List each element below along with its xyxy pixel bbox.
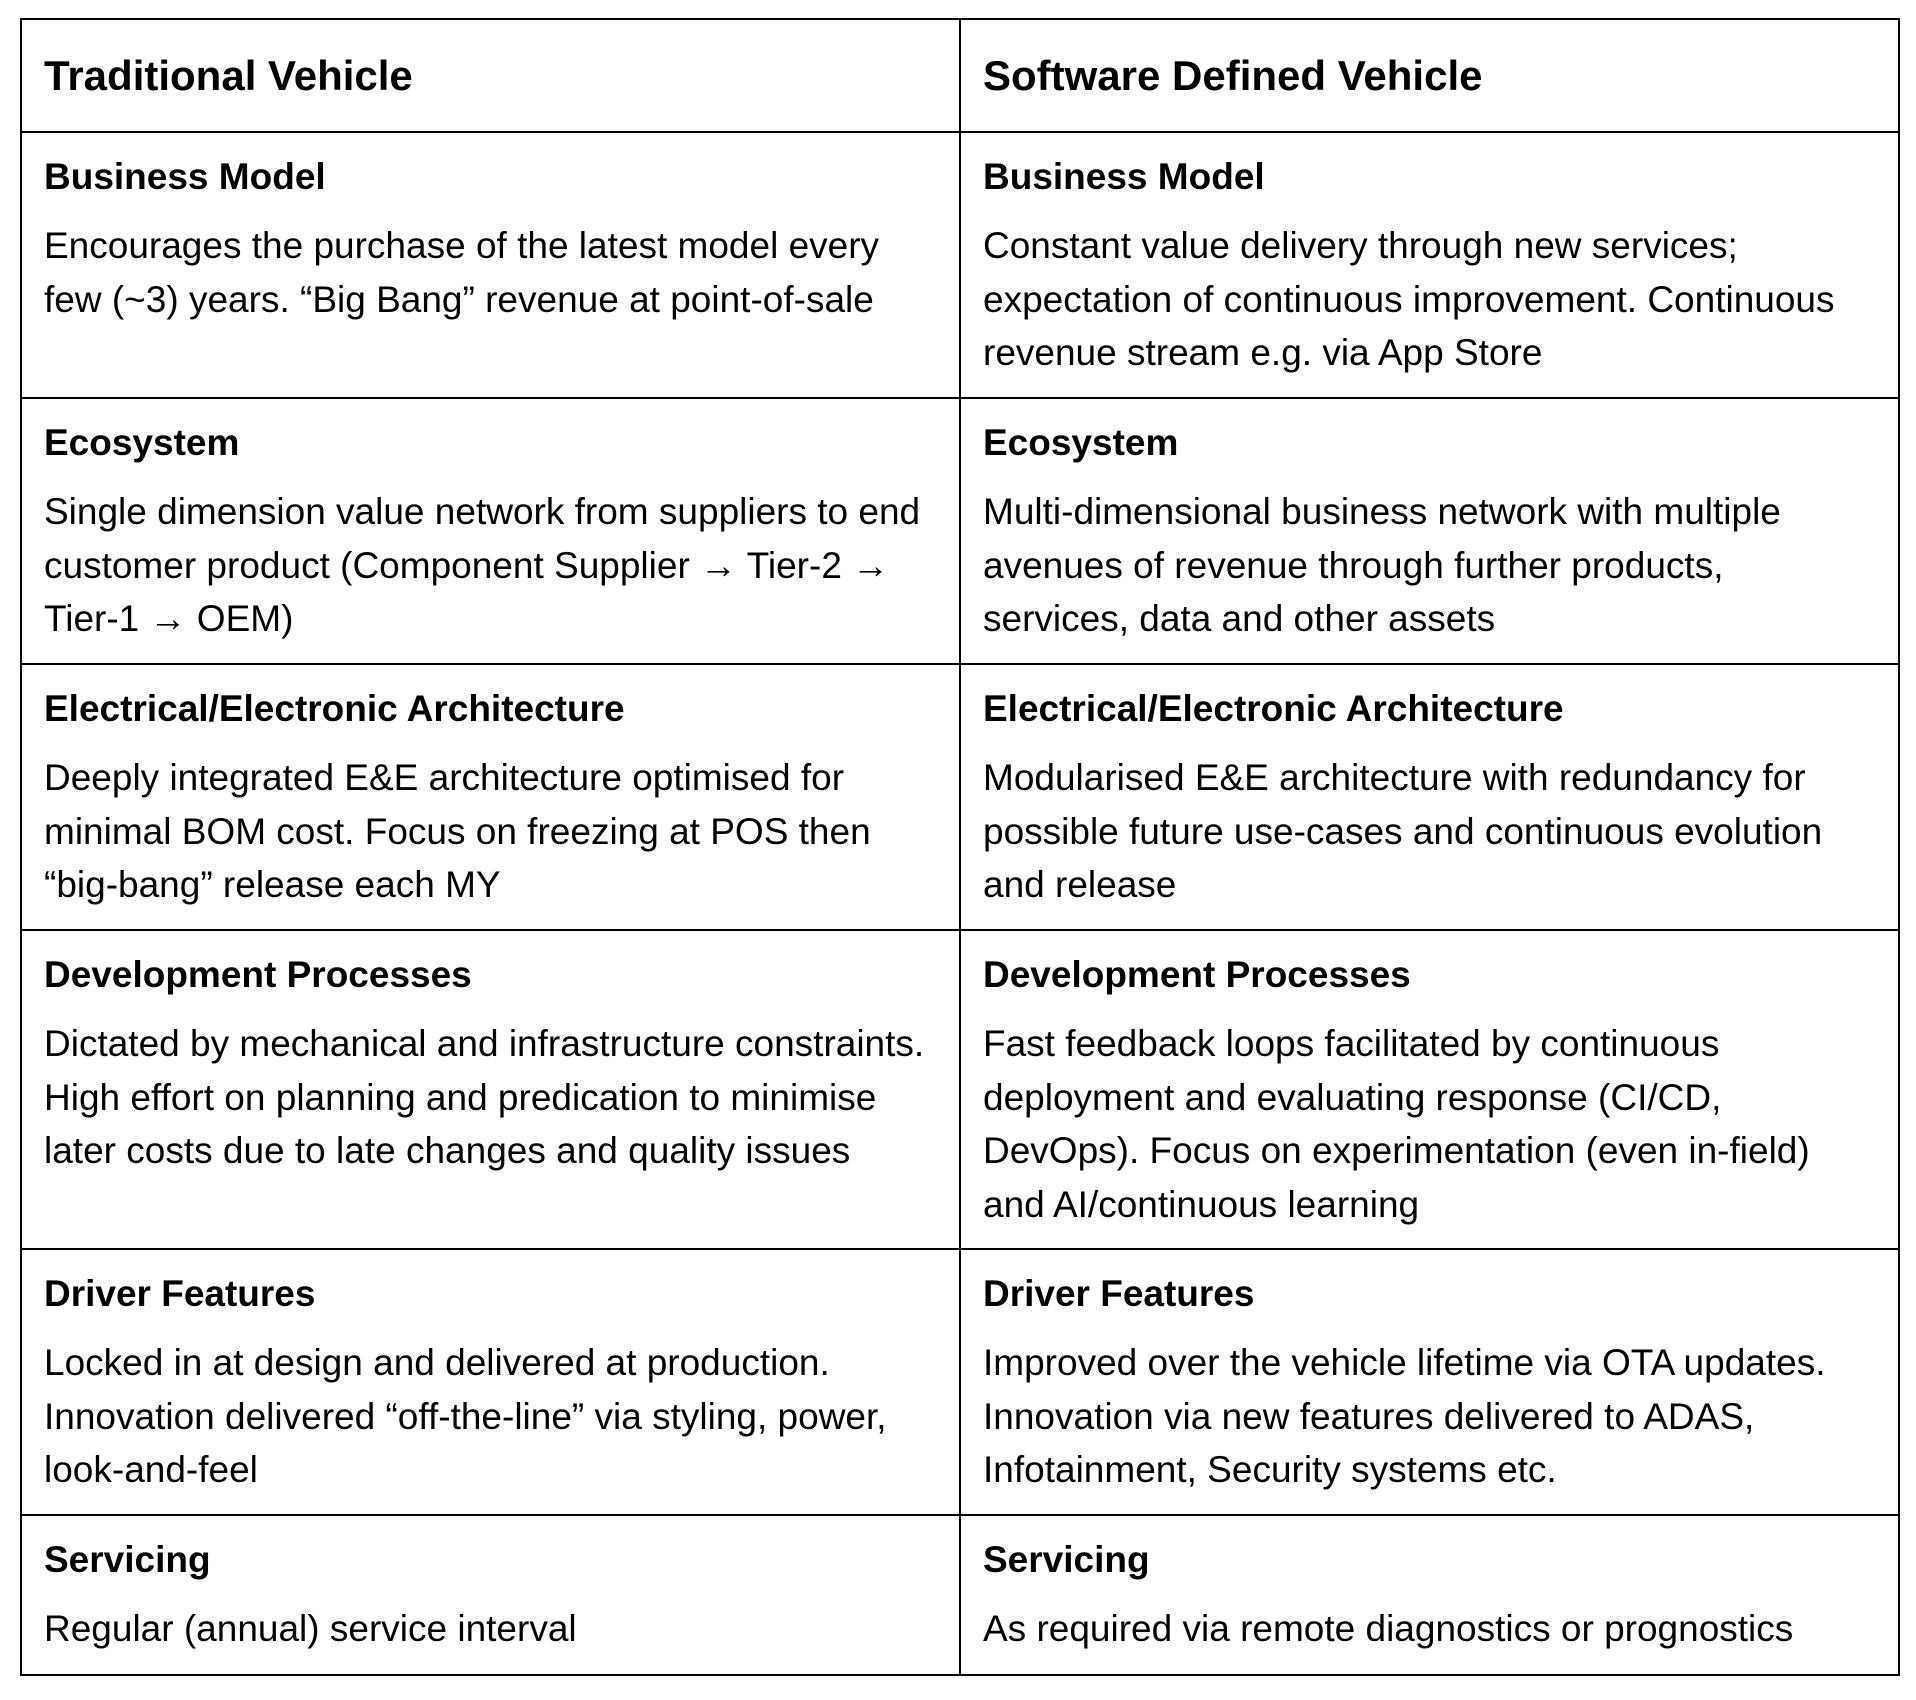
cell-software-defined [960, 930, 1899, 1249]
section-title: Servicing [983, 1539, 1150, 1580]
table-row-ee-architecture [21, 664, 1899, 930]
cell-software-defined [960, 398, 1899, 664]
cell-software-defined [960, 1249, 1899, 1515]
section-text: Improved over the vehicle lifetime via OTA updates. Innovation via new features delivered to ADAS, Infotainment, Security systems etc. [983, 1342, 1826, 1490]
section-title: Business Model [44, 156, 326, 197]
section-title: Business Model [983, 156, 1265, 197]
table-row-business-model [21, 132, 1899, 398]
cell-traditional [21, 1249, 960, 1515]
section-title: Ecosystem [983, 422, 1179, 463]
table-row-ecosystem [21, 398, 1899, 664]
section-text: Constant value delivery through new services; expectation of continuous improvement. Continuous revenue stream e.g. via App Store [983, 225, 1835, 373]
header-traditional-vehicle: Traditional Vehicle [21, 19, 960, 132]
table-row-servicing [21, 1515, 1899, 1675]
table-row-development-processes [21, 930, 1899, 1249]
cell-software-defined [960, 1515, 1899, 1675]
cell-traditional [21, 664, 960, 930]
section-text: Single dimension value network from suppliers to end customer product (Component Supplier → Tier-2 → Tier-1 → OEM) [44, 491, 921, 639]
section-text: Regular (annual) service interval [44, 1608, 577, 1649]
cell-traditional [21, 1515, 960, 1675]
cell-traditional [21, 930, 960, 1249]
cell-traditional [21, 132, 960, 398]
section-title: Development Processes [983, 954, 1411, 995]
section-text: Modularised E&E architecture with redundancy for possible future use-cases and continuous evolution and release [983, 757, 1823, 905]
cell-software-defined [960, 664, 1899, 930]
section-text: Fast feedback loops facilitated by continuous deployment and evaluating response (CI/CD, DevOps). Focus on experimentation (even in-field) and AI/continuous learning [983, 1023, 1810, 1225]
section-text: Locked in at design and delivered at production. Innovation delivered “off-the-line” via styling, power, look-and-feel [44, 1342, 887, 1490]
header-software-defined-vehicle: Software Defined Vehicle [960, 19, 1899, 132]
section-title: Ecosystem [44, 422, 240, 463]
section-text: Multi-dimensional business network with multiple avenues of revenue through further products, services, data and other assets [983, 491, 1781, 639]
section-text: Deeply integrated E&E architecture optimised for minimal BOM cost. Focus on freezing at POS then “big-bang” release each MY [44, 757, 871, 905]
table-row-driver-features [21, 1249, 1899, 1515]
section-title: Servicing [44, 1539, 211, 1580]
section-text: As required via remote diagnostics or prognostics [983, 1608, 1794, 1649]
section-text: Encourages the purchase of the latest model every few (~3) years. “Big Bang” revenue at point-of-sale [44, 225, 880, 320]
section-title: Driver Features [44, 1273, 316, 1314]
section-title: Development Processes [44, 954, 472, 995]
cell-traditional [21, 398, 960, 664]
section-title: Electrical/Electronic Architecture [44, 688, 625, 729]
section-title: Driver Features [983, 1273, 1255, 1314]
section-text: Dictated by mechanical and infrastructure constraints. High effort on planning and predication to minimise later costs due to late changes and quality issues [44, 1023, 925, 1171]
comparison-table [20, 18, 1900, 1676]
cell-software-defined [960, 132, 1899, 398]
table-header-row [21, 19, 1899, 132]
section-title: Electrical/Electronic Architecture [983, 688, 1564, 729]
